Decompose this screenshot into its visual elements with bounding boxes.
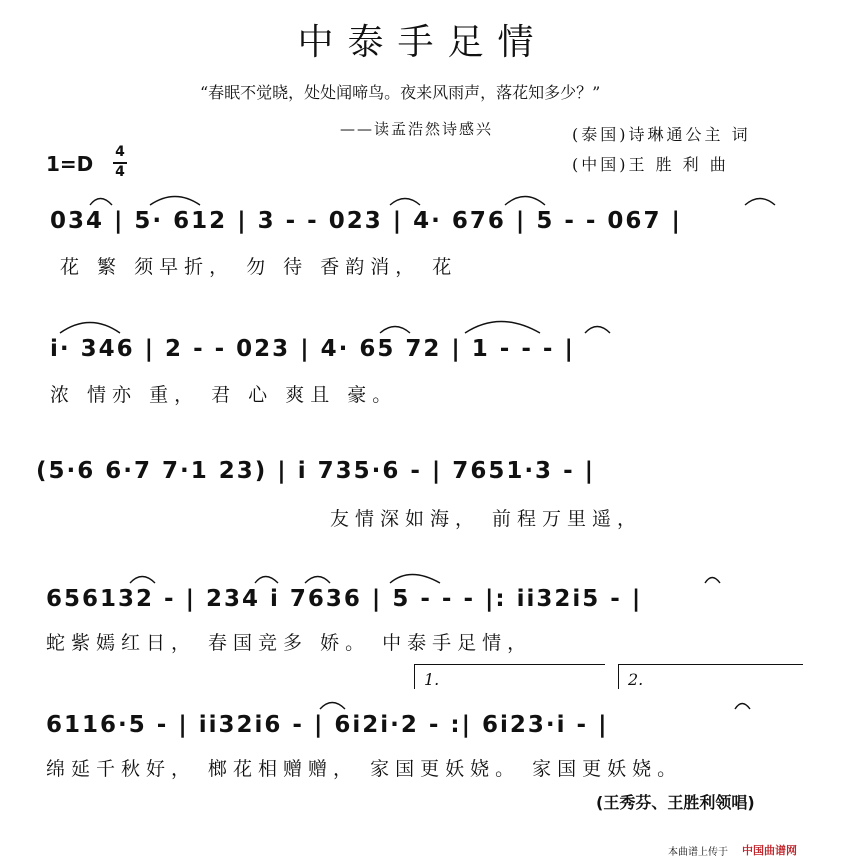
key-signature: 1=D [46, 152, 94, 176]
notation-line-4: 656132 - | 234 i 7636 | 5 - - - |: ii32i5 - | [46, 586, 643, 612]
lyrics-line-4: 蛇紫嫣红日， 春国竞多 娇。 中泰手足情， [46, 632, 533, 654]
lyrics-line-1: 花 繁 须早折， 勿 待 香韵消， 花 [60, 256, 458, 278]
lyrics-line-5: 绵延千秋好， 榔花相赠赠， 家国更妖娆。 家国更妖娆。 [46, 758, 683, 780]
notation-line-1: 034 | 5· 612 | 3 - - 023 | 4· 676 | 5 - - 067 | [50, 208, 682, 234]
epigraph: “春眠不觉晓，处处闻啼鸟。夜来风雨声，落花知多少？” [200, 83, 601, 102]
notation-line-5: 6116·5 - | ii32i6 - | 6i2i·2 - :| 6i23·i - | [46, 712, 609, 738]
ending-2-label: 2. [628, 670, 644, 689]
footer-text: 本曲谱上传于 [668, 847, 728, 858]
lyrics-line-2: 浓 情亦 重， 君 心 爽且 豪。 [50, 384, 398, 406]
ending-1-label: 1. [424, 670, 440, 689]
singers-note: (王秀芬、王胜利领唱) [596, 793, 755, 812]
time-signature-bottom: 4 [115, 164, 125, 180]
page-title: 中泰手足情 [297, 22, 548, 63]
time-signature-top: 4 [115, 144, 125, 160]
footer-site-logo[interactable]: 中国曲谱网 [742, 844, 797, 857]
lyricist-credit: (泰国)诗琳通公主 词 [572, 125, 751, 144]
composer-credit: (中国)王 胜 利 曲 [572, 155, 729, 174]
epigraph-note: ——读孟浩然诗感兴 [340, 120, 494, 138]
lyrics-line-3: 友情深如海， 前程万里遥， [330, 508, 643, 530]
notation-line-2: i· 346 | 2 - - 023 | 4· 65 72 | 1 - - - | [50, 336, 575, 362]
notation-line-3: (5·6 6·7 7·1 23) | i 735·6 - | 7651·3 - | [36, 458, 596, 484]
